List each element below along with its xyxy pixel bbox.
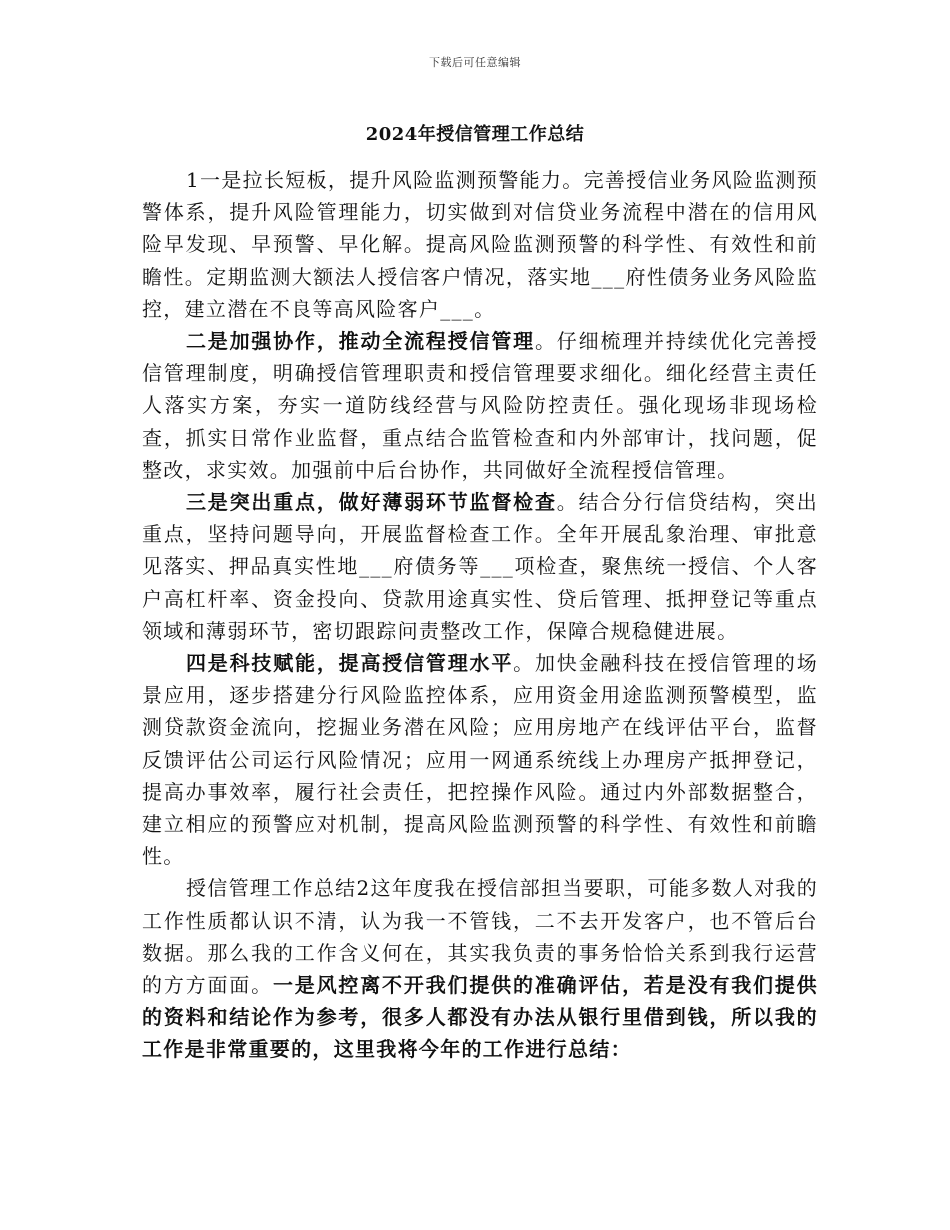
paragraph-text: 。仔细梳理并持续优化完善授信管理制度，明确授信管理职责和授信管理要求细化。细化经营主责任人落实方案，夯实一道防线经营与风险防控责任。强化现场非现场检查，抓实日常作业监督，重点结合监管检查和内外部审计，找问题，促整改，求实效。加强前中后台协作，共同做好全流程授信管理。 [142, 329, 818, 482]
paragraph-4 [142, 647, 818, 872]
paragraph-1 [142, 164, 818, 325]
paragraph-closing-bold: 一是风控离不开我们提供的准确评估，若是没有我们提供的资料和结论作为参考，很多人都没有办法从银行里借到钱，所以我的工作是非常重要的，这里我将今年的工作进行总结： [142, 973, 818, 1062]
paragraph-3 [142, 486, 818, 647]
document-body [142, 164, 818, 1066]
paragraph-2 [142, 325, 818, 486]
paragraph-text: 。加快金融科技在授信管理的场景应用，逐步搭建分行风险监控体系，应用资金用途监测预警模型，监测贷款资金流向，挖掘业务潜在风险；应用房地产在线评估平台，监督反馈评估公司运行风险情况；应用一网通系统线上办理房产抵押登记，提高办事效率，履行社会责任，把控操作风险。通过内外部数据整合，建立相应的预警应对机制，提高风险监测预警的科学性、有效性和前瞻性。 [142, 651, 819, 869]
paragraph-text: 。结合分行信贷结构，突出重点，坚持问题导向，开展监督检查工作。全年开展乱象治理、审批意见落实、押品真实性地___府债务等___项检查，聚焦统一授信、个人客户高杠杆率、资金投向、贷款用途真实性、贷后管理、抵押登记等重点领域和薄弱环节，密切跟踪问责整改工作，保障合规稳健进展。 [142, 490, 818, 643]
header-note: 下载后可任意编辑 [429, 56, 521, 69]
paragraph-5 [142, 872, 818, 1065]
paragraph-lead-bold: 三是突出重点，做好薄弱环节监督检查 [186, 490, 557, 515]
paragraph-lead-bold: 二是加强协作，推动全流程授信管理 [186, 329, 535, 354]
paragraph-text: 授信管理工作总结2这年度我在授信部担当要职，可能多数人对我的工作性质都认识不清，认为我一不管钱，二不去开发客户，也不管后台数据。那么我的工作含义何在，其实我负责的事务恰恰关系到我行运营的方方面面。 [142, 876, 818, 998]
paragraph-lead-bold: 四是科技赋能，提高授信管理水平 [186, 651, 514, 676]
paragraph-text: 1一是拉长短板，提升风险监测预警能力。完善授信业务风险监测预警体系，提升风险管理能力，切实做到对信贷业务流程中潜在的信用风险早发现、早预警、早化解。提高风险监测预警的科学性、有效性和前瞻性。定期监测大额法人授信客户情况，落实地___府性债务业务风险监控，建立潜在不良等高风险客户___。 [142, 168, 818, 321]
document-title: 2024年授信管理工作总结 [365, 124, 585, 145]
